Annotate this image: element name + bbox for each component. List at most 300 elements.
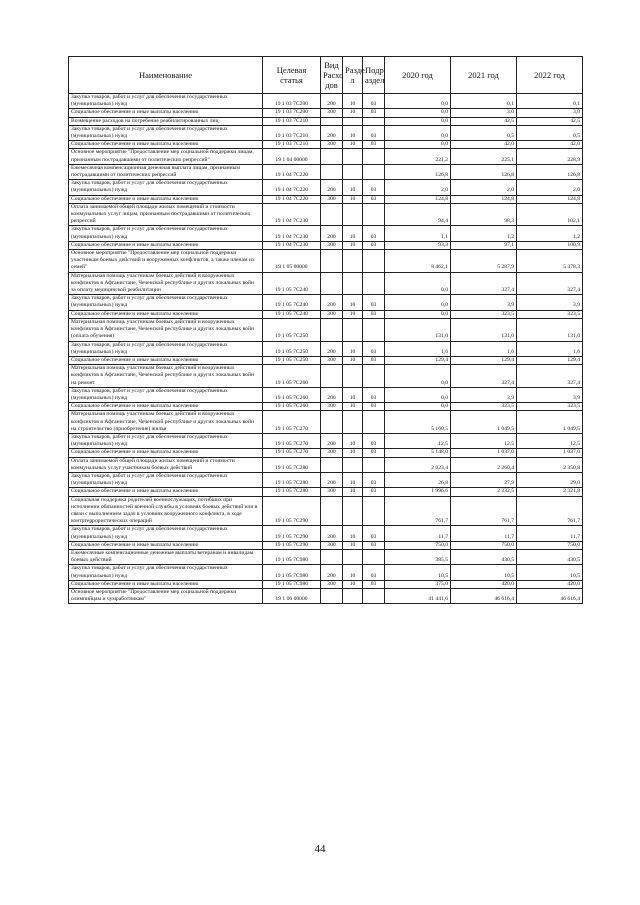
cell-expense-type: 200 <box>321 387 343 402</box>
cell-2021: 3,9 <box>451 387 517 402</box>
cell-target-article: 19 1 05 7С290 <box>263 541 321 549</box>
cell-name: Социальное обеспечение и иные выплаты населению <box>69 109 263 117</box>
cell-name: Закупка товаров, работ и услуг для обеспечения государственных (муниципальных) нужд <box>69 433 263 448</box>
cell-name: Ежемесячная компенсационная денежная выплата лицам, признанным пострадавшими от политических репрессий <box>69 164 263 179</box>
cell-2020: 221,2 <box>385 149 451 164</box>
cell-2021: 225,1 <box>451 149 517 164</box>
header-name: Наименование <box>69 57 263 94</box>
cell-subsection <box>363 272 385 295</box>
cell-target-article: 19 1 05 00000 <box>263 250 321 273</box>
cell-subsection: 03 <box>363 241 385 249</box>
cell-target-article: 19 1 05 7С250 <box>263 341 321 356</box>
header-expense-type: Вид Расхо дов <box>321 57 343 94</box>
cell-2021: 430,5 <box>451 549 517 564</box>
cell-2022: 420,0 <box>517 580 583 588</box>
cell-2022: 1,6 <box>517 341 583 356</box>
cell-target-article: 19 1 05 7С240 <box>263 272 321 295</box>
header-year-2021: 2021 год <box>451 57 517 94</box>
cell-2022: 46 616,4 <box>517 589 583 604</box>
cell-subsection <box>363 149 385 164</box>
cell-2022: 2,0 <box>517 180 583 195</box>
cell-name: Закупка товаров, работ и услуг для обеспечения государственных (муниципальных) нужд <box>69 94 263 109</box>
cell-expense-type: 300 <box>321 580 343 588</box>
cell-name: Материальная помощь участникам боевых действий и вооруженных конфликтов в Афганистане, Чеченской республике и других локальных войн на ремонт <box>69 365 263 388</box>
cell-target-article: 19 1 04 7С220 <box>263 195 321 203</box>
cell-2022: 12,5 <box>517 433 583 448</box>
cell-subsection: 03 <box>363 472 385 487</box>
table-row <box>69 125 583 140</box>
cell-name: Закупка товаров, работ и услуг для обеспечения государственных (муниципальных) нужд <box>69 180 263 195</box>
cell-2022: 3,9 <box>517 387 583 402</box>
cell-2022: 228,9 <box>517 149 583 164</box>
cell-expense-type <box>321 318 343 341</box>
cell-2022: 0,1 <box>517 94 583 109</box>
cell-2021: 3,0 <box>451 109 517 117</box>
cell-target-article: 19 1 05 7С280 <box>263 488 321 496</box>
cell-expense-type: 200 <box>321 433 343 448</box>
header-subsection: Подр аздел <box>363 57 385 94</box>
table-row <box>69 541 583 549</box>
cell-2021: 1,2 <box>451 226 517 241</box>
cell-target-article: 19 1 03 7С200 <box>263 94 321 109</box>
cell-subsection: 03 <box>363 226 385 241</box>
cell-2020: 0,0 <box>385 125 451 140</box>
table-row <box>69 488 583 496</box>
cell-expense-type: 300 <box>321 403 343 411</box>
cell-expense-type <box>321 164 343 179</box>
cell-2021: 323,5 <box>451 310 517 318</box>
table-row <box>69 109 583 117</box>
cell-2021: 42,5 <box>451 117 517 125</box>
cell-target-article: 19 1 03 7С210 <box>263 125 321 140</box>
cell-subsection: 03 <box>363 180 385 195</box>
table-row <box>69 141 583 149</box>
cell-name: Материальная помощь участникам боевых действий и вооруженных конфликтов в Афганистане, Чеченской республике и других локальных войн за оплату медицинской реабилитации <box>69 272 263 295</box>
cell-subsection: 03 <box>363 94 385 109</box>
table-row <box>69 117 583 125</box>
cell-2021: 124,8 <box>451 195 517 203</box>
cell-2021: 327,4 <box>451 365 517 388</box>
cell-2020: 375,0 <box>385 580 451 588</box>
cell-2021: 1,6 <box>451 341 517 356</box>
cell-subsection <box>363 589 385 604</box>
cell-subsection: 03 <box>363 403 385 411</box>
cell-2020: 124,8 <box>385 195 451 203</box>
cell-target-article: 19 1 04 7С230 <box>263 241 321 249</box>
cell-subsection <box>363 117 385 125</box>
cell-2021: 12,5 <box>451 433 517 448</box>
cell-name: Ежемесячные компенсационные денежные выплаты ветеранам и инвалидам боевых действий <box>69 549 263 564</box>
cell-section: 10 <box>343 241 363 249</box>
cell-2020: 26,8 <box>385 472 451 487</box>
cell-2020: 0,0 <box>385 272 451 295</box>
cell-name: Основное мероприятие "Предоставление мер социальной поддержки участникам боевых действий и вооруженных конфликтов, а также членам их семей" <box>69 250 263 273</box>
cell-2020: 0,0 <box>385 109 451 117</box>
table-row <box>69 250 583 273</box>
table-row <box>69 589 583 604</box>
cell-section: 10 <box>343 141 363 149</box>
cell-section: 10 <box>343 226 363 241</box>
cell-section: 10 <box>343 295 363 310</box>
cell-expense-type: 200 <box>321 226 343 241</box>
cell-subsection: 03 <box>363 109 385 117</box>
cell-2021: 131,0 <box>451 318 517 341</box>
table-row <box>69 180 583 195</box>
table-row <box>69 195 583 203</box>
table-row <box>69 365 583 388</box>
table-row <box>69 580 583 588</box>
cell-2022: 2 350,8 <box>517 457 583 472</box>
cell-section <box>343 318 363 341</box>
cell-section: 10 <box>343 488 363 496</box>
cell-expense-type <box>321 203 343 226</box>
cell-name: Основное мероприятие "Предоставление мер социальной поддержки олимпийцам и чумработникам" <box>69 589 263 604</box>
cell-expense-type <box>321 365 343 388</box>
cell-expense-type: 300 <box>321 241 343 249</box>
cell-expense-type: 300 <box>321 449 343 457</box>
cell-2022: 327,4 <box>517 272 583 295</box>
cell-target-article: 19 1 05 7С980 <box>263 565 321 580</box>
cell-2020: 750,0 <box>385 541 451 549</box>
cell-name: Закупка товаров, работ и услуг для обеспечения государственных (муниципальных) нужд <box>69 341 263 356</box>
cell-2020: 0,0 <box>385 403 451 411</box>
cell-2020: 94,4 <box>385 203 451 226</box>
cell-name: Социальное обеспечение и иные выплаты населению <box>69 356 263 364</box>
table-row <box>69 341 583 356</box>
cell-expense-type: 200 <box>321 295 343 310</box>
cell-2020: 5 160,5 <box>385 411 451 434</box>
cell-section <box>343 164 363 179</box>
cell-2022: 10,5 <box>517 565 583 580</box>
cell-expense-type: 200 <box>321 341 343 356</box>
cell-name: Закупка товаров, работ и услуг для обеспечения государственных (муниципальных) нужд <box>69 526 263 541</box>
cell-subsection: 03 <box>363 580 385 588</box>
cell-target-article: 19 1 05 7С260 <box>263 403 321 411</box>
cell-subsection: 03 <box>363 449 385 457</box>
cell-2022: 327,4 <box>517 365 583 388</box>
cell-target-article: 19 1 05 7С280 <box>263 457 321 472</box>
cell-2022: 750,0 <box>517 541 583 549</box>
table-row <box>69 549 583 564</box>
cell-2021: 2 232,5 <box>451 488 517 496</box>
cell-2020: 93,3 <box>385 241 451 249</box>
cell-subsection: 03 <box>363 565 385 580</box>
cell-2022: 0,5 <box>517 125 583 140</box>
cell-target-article: 19 1 05 7С980 <box>263 580 321 588</box>
cell-2020: 11,7 <box>385 526 451 541</box>
cell-2022: 761,7 <box>517 496 583 526</box>
cell-2022: 1 037,0 <box>517 449 583 457</box>
cell-section: 10 <box>343 341 363 356</box>
cell-expense-type <box>321 549 343 564</box>
cell-name: Закупка товаров, работ и услуг для обеспечения государственных (муниципальных) нужд <box>69 565 263 580</box>
cell-target-article: 19 1 05 7С260 <box>263 387 321 402</box>
cell-name: Закупка товаров, работ и услуг для обеспечения государственных (муниципальных) нужд <box>69 387 263 402</box>
cell-name: Возмещение расходов на погребение реабилитированных лиц <box>69 117 263 125</box>
cell-subsection: 03 <box>363 433 385 448</box>
table-row <box>69 472 583 487</box>
cell-2020: 0,0 <box>385 365 451 388</box>
cell-expense-type: 200 <box>321 565 343 580</box>
cell-2022: 3,9 <box>517 295 583 310</box>
cell-subsection <box>363 318 385 341</box>
cell-section <box>343 496 363 526</box>
cell-2021: 46 616,4 <box>451 589 517 604</box>
cell-target-article: 19 1 03 7С210 <box>263 117 321 125</box>
cell-section: 10 <box>343 180 363 195</box>
cell-2020: 2 023,4 <box>385 457 451 472</box>
cell-2021: 98,3 <box>451 203 517 226</box>
cell-name: Социальное обеспечение и иные выплаты населению <box>69 449 263 457</box>
cell-target-article: 19 1 05 7С250 <box>263 318 321 341</box>
cell-2020: 8 462,1 <box>385 250 451 273</box>
cell-section: 10 <box>343 403 363 411</box>
cell-2021: 750,0 <box>451 541 517 549</box>
table-header-row <box>69 57 583 94</box>
cell-2020: 5 148,0 <box>385 449 451 457</box>
cell-2022: 42,0 <box>517 141 583 149</box>
cell-2022: 100,9 <box>517 241 583 249</box>
cell-subsection <box>363 457 385 472</box>
cell-expense-type: 300 <box>321 488 343 496</box>
cell-2021: 129,4 <box>451 356 517 364</box>
table-row <box>69 565 583 580</box>
cell-name: Закупка товаров, работ и услуг для обеспечения государственных (муниципальных) нужд <box>69 125 263 140</box>
cell-section <box>343 365 363 388</box>
cell-2020: 0,0 <box>385 295 451 310</box>
cell-section: 10 <box>343 310 363 318</box>
cell-2021: 323,5 <box>451 403 517 411</box>
table-row <box>69 457 583 472</box>
cell-2021: 11,7 <box>451 526 517 541</box>
cell-2022: 323,5 <box>517 403 583 411</box>
cell-expense-type <box>321 117 343 125</box>
cell-name: Социальное обеспечение и иные выплаты населению <box>69 403 263 411</box>
table-row <box>69 449 583 457</box>
cell-2021: 327,4 <box>451 272 517 295</box>
cell-subsection: 03 <box>363 356 385 364</box>
cell-subsection: 03 <box>363 141 385 149</box>
cell-2020: 0,0 <box>385 141 451 149</box>
cell-expense-type: 300 <box>321 310 343 318</box>
cell-target-article: 19 1 05 7С260 <box>263 365 321 388</box>
cell-target-article: 19 1 05 7С270 <box>263 449 321 457</box>
table-row <box>69 411 583 434</box>
page-number: 44 <box>314 843 326 855</box>
cell-subsection <box>363 411 385 434</box>
cell-expense-type: 300 <box>321 195 343 203</box>
cell-target-article: 19 1 04 7С230 <box>263 226 321 241</box>
cell-name: Социальное обеспечение и иные выплаты населению <box>69 580 263 588</box>
cell-2022: 1,2 <box>517 226 583 241</box>
cell-target-article: 19 1 05 7С270 <box>263 411 321 434</box>
cell-subsection: 03 <box>363 125 385 140</box>
cell-section <box>343 589 363 604</box>
cell-target-article: 19 1 03 7С210 <box>263 141 321 149</box>
cell-2022: 5 378,3 <box>517 250 583 273</box>
cell-expense-type: 200 <box>321 94 343 109</box>
cell-expense-type: 300 <box>321 356 343 364</box>
table-row <box>69 203 583 226</box>
cell-expense-type: 300 <box>321 109 343 117</box>
header-target-article: Целевая статья <box>263 57 321 94</box>
cell-section: 10 <box>343 109 363 117</box>
header-year-2020: 2020 год <box>385 57 451 94</box>
cell-2022: 323,5 <box>517 310 583 318</box>
cell-2022: 2 321,8 <box>517 488 583 496</box>
table-row <box>69 433 583 448</box>
cell-target-article: 19 1 05 7С250 <box>263 356 321 364</box>
cell-section <box>343 272 363 295</box>
cell-2021: 420,0 <box>451 580 517 588</box>
cell-name: Материальная помощь участникам боевых действий и вооруженных конфликтов в Афганистане, Чеченской республике и других локальных войн на строительство (приобретение) жилья <box>69 411 263 434</box>
cell-subsection: 03 <box>363 526 385 541</box>
table-row <box>69 356 583 364</box>
cell-2020: 1,1 <box>385 226 451 241</box>
cell-name: Основное мероприятие "Предоставление мер социальной поддержки лицам, признанным пострадавшими от политических репрессий" <box>69 149 263 164</box>
cell-2020: 1 996,6 <box>385 488 451 496</box>
cell-2021: 0,5 <box>451 125 517 140</box>
cell-expense-type <box>321 411 343 434</box>
cell-name: Социальное обеспечение и иные выплаты населению <box>69 310 263 318</box>
cell-2021: 97,1 <box>451 241 517 249</box>
cell-2020: 126,8 <box>385 164 451 179</box>
cell-section: 10 <box>343 125 363 140</box>
cell-expense-type <box>321 457 343 472</box>
cell-2022: 129,4 <box>517 356 583 364</box>
cell-section <box>343 457 363 472</box>
cell-target-article: 19 1 04 7С220 <box>263 164 321 179</box>
cell-2020: 12,5 <box>385 433 451 448</box>
cell-expense-type <box>321 272 343 295</box>
cell-subsection <box>363 365 385 388</box>
cell-2022: 102,1 <box>517 203 583 226</box>
cell-section <box>343 411 363 434</box>
cell-subsection: 03 <box>363 488 385 496</box>
cell-name: Социальное обеспечение и иные выплаты населению <box>69 541 263 549</box>
cell-target-article: 19 1 05 7С240 <box>263 295 321 310</box>
cell-2021: 3,9 <box>451 295 517 310</box>
cell-target-article: 19 1 05 7С240 <box>263 310 321 318</box>
cell-name: Социальная поддержка родителей военнослужащих, погибших при исполнении обязанностей военной службы в условиях боевых действий или в связи с выполнением задач в условиях вооруженного конфликта, в ходе контртеррористических операций <box>69 496 263 526</box>
cell-expense-type <box>321 250 343 273</box>
cell-2020: 0,0 <box>385 94 451 109</box>
table-row <box>69 164 583 179</box>
cell-2022: 1 049,5 <box>517 411 583 434</box>
cell-expense-type <box>321 589 343 604</box>
cell-target-article: 19 1 05 7С280 <box>263 472 321 487</box>
cell-2022: 29,0 <box>517 472 583 487</box>
table-row <box>69 272 583 295</box>
cell-name: Социальное обеспечение и иные выплаты населению <box>69 195 263 203</box>
cell-section: 10 <box>343 356 363 364</box>
cell-2020: 761,7 <box>385 496 451 526</box>
cell-2020: 385,5 <box>385 549 451 564</box>
cell-2021: 10,5 <box>451 565 517 580</box>
table-row <box>69 387 583 402</box>
cell-section: 10 <box>343 526 363 541</box>
table-row <box>69 403 583 411</box>
cell-2022: 3,0 <box>517 109 583 117</box>
cell-name: Закупка товаров, работ и услуг для обеспечения государственных (муниципальных) нужд <box>69 226 263 241</box>
cell-target-article: 19 1 05 7С290 <box>263 496 321 526</box>
cell-2020: 2,0 <box>385 180 451 195</box>
cell-2021: 5 287,9 <box>451 250 517 273</box>
cell-subsection <box>363 164 385 179</box>
budget-table <box>68 56 583 604</box>
cell-name: Оплата занимаемой общей площади жилых помещений и стоимости коммунальных услуг участникам боевых действий <box>69 457 263 472</box>
cell-expense-type: 300 <box>321 141 343 149</box>
cell-name: Материальная помощь участникам боевых действий и вооруженных конфликтов в Афганистане, Чеченской республике и других локальных войн (оплата обучения) <box>69 318 263 341</box>
cell-section: 10 <box>343 541 363 549</box>
cell-section: 10 <box>343 433 363 448</box>
cell-section <box>343 117 363 125</box>
cell-2020: 0,0 <box>385 310 451 318</box>
cell-2021: 126,8 <box>451 164 517 179</box>
table-row <box>69 94 583 109</box>
cell-target-article: 19 1 05 7С980 <box>263 549 321 564</box>
cell-name: Закупка товаров, работ и услуг для обеспечения государственных (муниципальных) нужд <box>69 295 263 310</box>
cell-target-article: 19 1 04 7С230 <box>263 203 321 226</box>
cell-subsection <box>363 549 385 564</box>
cell-subsection: 03 <box>363 387 385 402</box>
cell-expense-type: 300 <box>321 541 343 549</box>
cell-name: Социальное обеспечение и иные выплаты населению <box>69 141 263 149</box>
cell-target-article: 19 1 06 00000 <box>263 589 321 604</box>
cell-2022: 126,8 <box>517 164 583 179</box>
cell-2021: 1 049,5 <box>451 411 517 434</box>
cell-section: 10 <box>343 449 363 457</box>
cell-2020: 41 441,6 <box>385 589 451 604</box>
cell-2021: 1 037,0 <box>451 449 517 457</box>
cell-section: 10 <box>343 195 363 203</box>
table-row <box>69 496 583 526</box>
cell-2022: 42,5 <box>517 117 583 125</box>
cell-name: Закупка товаров, работ и услуг для обеспечения государственных (муниципальных) нужд <box>69 472 263 487</box>
table-row <box>69 318 583 341</box>
cell-expense-type: 200 <box>321 472 343 487</box>
cell-target-article: 19 1 03 7С200 <box>263 109 321 117</box>
cell-2022: 430,5 <box>517 549 583 564</box>
cell-name: Оплата занимаемой общей площади жилых помещений и стоимости коммунальных услуг лицам, признанным пострадавшими от политических репрессий <box>69 203 263 226</box>
cell-subsection: 03 <box>363 295 385 310</box>
cell-section <box>343 549 363 564</box>
cell-name: Социальное обеспечение и иные выплаты населению <box>69 488 263 496</box>
cell-2020: 1,6 <box>385 341 451 356</box>
cell-subsection <box>363 496 385 526</box>
cell-expense-type: 200 <box>321 526 343 541</box>
cell-name: Социальное обеспечение и иные выплаты населению <box>69 241 263 249</box>
cell-subsection <box>363 203 385 226</box>
cell-2020: 0,0 <box>385 117 451 125</box>
header-section: Разде л <box>343 57 363 94</box>
table-row <box>69 295 583 310</box>
cell-2022: 11,7 <box>517 526 583 541</box>
cell-2021: 2 260,4 <box>451 457 517 472</box>
cell-subsection <box>363 250 385 273</box>
cell-section <box>343 203 363 226</box>
cell-2020: 0,0 <box>385 387 451 402</box>
cell-2021: 761,7 <box>451 496 517 526</box>
cell-subsection: 03 <box>363 341 385 356</box>
cell-expense-type <box>321 496 343 526</box>
cell-2022: 124,8 <box>517 195 583 203</box>
cell-2021: 2,0 <box>451 180 517 195</box>
table-row <box>69 526 583 541</box>
cell-section: 10 <box>343 387 363 402</box>
cell-expense-type: 200 <box>321 125 343 140</box>
table-row <box>69 241 583 249</box>
